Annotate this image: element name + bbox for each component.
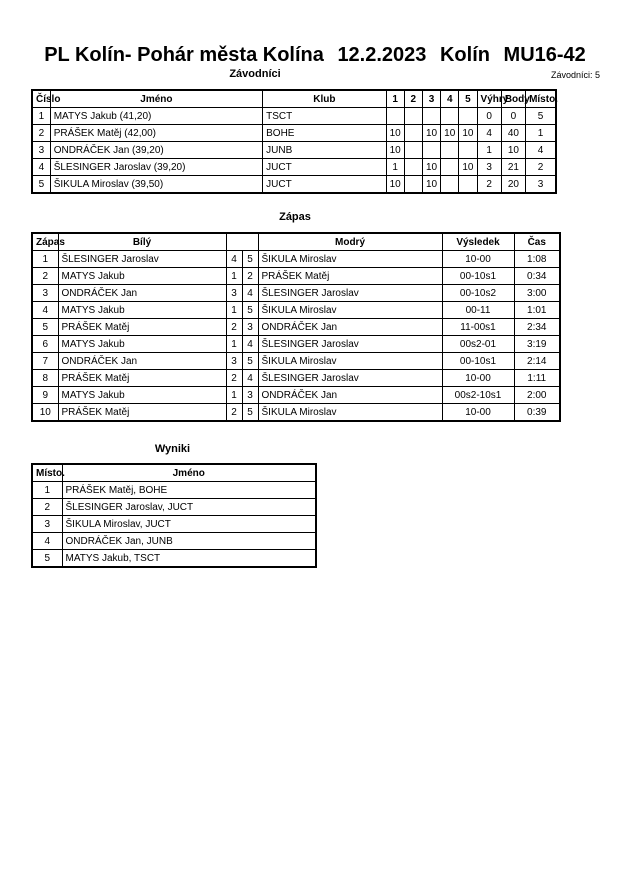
match-result: 10-00 bbox=[442, 404, 514, 422]
white-fighter: PRÁŠEK Matěj bbox=[58, 319, 226, 336]
result-row bbox=[32, 550, 316, 568]
blue-number: 4 bbox=[242, 336, 258, 353]
match-time: 1:11 bbox=[514, 370, 560, 387]
event-place: Kolín bbox=[439, 44, 490, 66]
competitor-number: 2 bbox=[32, 125, 50, 142]
bout-score bbox=[422, 142, 440, 159]
competitor-points: 0 bbox=[501, 108, 525, 125]
competitor-points: 10 bbox=[501, 142, 525, 159]
white-number: 1 bbox=[226, 387, 242, 404]
white-number: 2 bbox=[226, 370, 242, 387]
match-number: 5 bbox=[32, 319, 58, 336]
match-result: 00-10s2 bbox=[442, 285, 514, 302]
match-result: 11-00s1 bbox=[442, 319, 514, 336]
bout-score bbox=[441, 176, 459, 194]
competitor-wins: 4 bbox=[477, 125, 501, 142]
bout-score bbox=[459, 108, 477, 125]
competitor-name: ŠIKULA Miroslav (39,50) bbox=[50, 176, 262, 194]
competitor-wins: 0 bbox=[477, 108, 501, 125]
bout-score bbox=[441, 142, 459, 159]
bout-score: 10 bbox=[422, 176, 440, 194]
match-result: 00-11 bbox=[442, 302, 514, 319]
competitor-row bbox=[32, 142, 556, 159]
col-header: Výhry bbox=[477, 90, 501, 108]
match-number: 4 bbox=[32, 302, 58, 319]
white-number: 2 bbox=[226, 319, 242, 336]
blue-fighter: ŠIKULA Miroslav bbox=[258, 353, 442, 370]
match-number: 2 bbox=[32, 268, 58, 285]
blue-fighter: ŠLESINGER Jaroslav bbox=[258, 370, 442, 387]
bout-score bbox=[441, 159, 459, 176]
bout-score bbox=[404, 142, 422, 159]
bout-score bbox=[459, 176, 477, 194]
match-number: 3 bbox=[32, 285, 58, 302]
col-header: 4 bbox=[441, 90, 459, 108]
match-row bbox=[32, 319, 560, 336]
competitor-wins: 2 bbox=[477, 176, 501, 194]
match-number: 9 bbox=[32, 387, 58, 404]
blue-fighter: ONDRÁČEK Jan bbox=[258, 319, 442, 336]
competitor-row bbox=[32, 125, 556, 142]
result-row bbox=[32, 533, 316, 550]
white-fighter: MATYS Jakub bbox=[58, 336, 226, 353]
competitor-wins: 3 bbox=[477, 159, 501, 176]
match-time: 0:34 bbox=[514, 268, 560, 285]
col-header: Jméno bbox=[50, 90, 262, 108]
match-number: 7 bbox=[32, 353, 58, 370]
white-fighter: ŠLESINGER Jaroslav bbox=[58, 251, 226, 268]
bout-score bbox=[386, 108, 404, 125]
result-row bbox=[32, 499, 316, 516]
event-category: MU16-42 bbox=[503, 44, 586, 66]
col-header: 2 bbox=[404, 90, 422, 108]
match-row bbox=[32, 353, 560, 370]
blue-number: 5 bbox=[242, 302, 258, 319]
match-time: 1:08 bbox=[514, 251, 560, 268]
white-number: 2 bbox=[226, 404, 242, 422]
match-result: 00s2-01 bbox=[442, 336, 514, 353]
competitor-row bbox=[32, 159, 556, 176]
white-number: 3 bbox=[226, 285, 242, 302]
match-row bbox=[32, 404, 560, 422]
result-place: 2 bbox=[32, 499, 62, 516]
competitor-club: JUCT bbox=[263, 159, 386, 176]
result-row bbox=[32, 482, 316, 499]
match-row bbox=[32, 285, 560, 302]
matches-table bbox=[31, 232, 561, 422]
blue-fighter: ŠIKULA Miroslav bbox=[258, 302, 442, 319]
competitor-row bbox=[32, 176, 556, 194]
col-header: 1 bbox=[386, 90, 404, 108]
result-name: ONDRÁČEK Jan, JUNB bbox=[62, 533, 316, 550]
match-number: 10 bbox=[32, 404, 58, 422]
col-header bbox=[242, 233, 258, 251]
blue-number: 3 bbox=[242, 319, 258, 336]
white-fighter: ONDRÁČEK Jan bbox=[58, 353, 226, 370]
result-name: MATYS Jakub, TSCT bbox=[62, 550, 316, 568]
blue-number: 4 bbox=[242, 370, 258, 387]
competitor-row bbox=[32, 108, 556, 125]
match-result: 10-00 bbox=[442, 251, 514, 268]
result-place: 1 bbox=[32, 482, 62, 499]
result-name: ŠLESINGER Jaroslav, JUCT bbox=[62, 499, 316, 516]
competitor-wins: 1 bbox=[477, 142, 501, 159]
blue-fighter: PRÁŠEK Matěj bbox=[258, 268, 442, 285]
result-name: ŠIKULA Miroslav, JUCT bbox=[62, 516, 316, 533]
competitor-number: 5 bbox=[32, 176, 50, 194]
event-date: 12.2.2023 bbox=[337, 44, 427, 66]
match-time: 1:01 bbox=[514, 302, 560, 319]
result-name: PRÁŠEK Matěj, BOHE bbox=[62, 482, 316, 499]
competitors-count: Závodníci: 5 bbox=[550, 70, 600, 80]
col-header: Místo. bbox=[526, 90, 556, 108]
competitor-number: 3 bbox=[32, 142, 50, 159]
blue-number: 3 bbox=[242, 387, 258, 404]
white-number: 1 bbox=[226, 302, 242, 319]
match-row bbox=[32, 268, 560, 285]
competitors-heading: Závodníci bbox=[229, 68, 281, 80]
competitor-place: 3 bbox=[526, 176, 556, 194]
bout-score: 10 bbox=[459, 125, 477, 142]
match-row bbox=[32, 336, 560, 353]
white-fighter: MATYS Jakub bbox=[58, 302, 226, 319]
blue-fighter: ŠLESINGER Jaroslav bbox=[258, 336, 442, 353]
col-header: Čas bbox=[514, 233, 560, 251]
competitor-club: JUCT bbox=[263, 176, 386, 194]
col-header: Klub bbox=[263, 90, 386, 108]
competitor-club: TSCT bbox=[263, 108, 386, 125]
competitor-number: 4 bbox=[32, 159, 50, 176]
blue-fighter: ŠIKULA Miroslav bbox=[258, 404, 442, 422]
match-time: 2:34 bbox=[514, 319, 560, 336]
competitor-points: 20 bbox=[501, 176, 525, 194]
result-row bbox=[32, 516, 316, 533]
competitor-place: 4 bbox=[526, 142, 556, 159]
bout-score: 10 bbox=[386, 176, 404, 194]
blue-number: 2 bbox=[242, 268, 258, 285]
match-time: 3:00 bbox=[514, 285, 560, 302]
matches-header-row bbox=[32, 233, 560, 251]
results-heading: Wyniki bbox=[154, 443, 191, 455]
col-header: Výsledek bbox=[442, 233, 514, 251]
white-fighter: ONDRÁČEK Jan bbox=[58, 285, 226, 302]
competitor-name: PRÁŠEK Matěj (42,00) bbox=[50, 125, 262, 142]
competitor-club: BOHE bbox=[263, 125, 386, 142]
white-fighter: PRÁŠEK Matěj bbox=[58, 370, 226, 387]
blue-number: 5 bbox=[242, 404, 258, 422]
white-number: 4 bbox=[226, 251, 242, 268]
match-row bbox=[32, 302, 560, 319]
competitor-name: MATYS Jakub (41,20) bbox=[50, 108, 262, 125]
results-header-row bbox=[32, 464, 316, 482]
competitor-place: 2 bbox=[526, 159, 556, 176]
match-result: 00-10s1 bbox=[442, 268, 514, 285]
competitor-name: ŠLESINGER Jaroslav (39,20) bbox=[50, 159, 262, 176]
match-row bbox=[32, 251, 560, 268]
bout-score bbox=[404, 176, 422, 194]
competitor-number: 1 bbox=[32, 108, 50, 125]
result-place: 4 bbox=[32, 533, 62, 550]
col-header: Jméno bbox=[62, 464, 316, 482]
blue-fighter: ŠIKULA Miroslav bbox=[258, 251, 442, 268]
match-row bbox=[32, 387, 560, 404]
match-result: 00s2-10s1 bbox=[442, 387, 514, 404]
competitor-place: 1 bbox=[526, 125, 556, 142]
col-header: Body bbox=[501, 90, 525, 108]
blue-number: 5 bbox=[242, 353, 258, 370]
match-time: 2:14 bbox=[514, 353, 560, 370]
bout-score: 10 bbox=[386, 142, 404, 159]
col-header: Číslo bbox=[32, 90, 50, 108]
bout-score: 10 bbox=[386, 125, 404, 142]
match-time: 2:00 bbox=[514, 387, 560, 404]
white-fighter: MATYS Jakub bbox=[58, 387, 226, 404]
matches-heading: Zápas bbox=[279, 211, 311, 223]
bout-score: 10 bbox=[422, 159, 440, 176]
col-header: Zápas bbox=[32, 233, 58, 251]
results-table bbox=[31, 463, 317, 568]
page-title bbox=[0, 44, 630, 67]
blue-fighter: ONDRÁČEK Jan bbox=[258, 387, 442, 404]
col-header: Místo. bbox=[32, 464, 62, 482]
white-number: 3 bbox=[226, 353, 242, 370]
white-number: 1 bbox=[226, 268, 242, 285]
blue-number: 4 bbox=[242, 285, 258, 302]
bout-score: 10 bbox=[459, 159, 477, 176]
competitor-name: ONDRÁČEK Jan (39,20) bbox=[50, 142, 262, 159]
competitors-header-row bbox=[32, 90, 556, 108]
col-header: Bílý bbox=[58, 233, 226, 251]
result-place: 3 bbox=[32, 516, 62, 533]
competitor-club: JUNB bbox=[263, 142, 386, 159]
white-fighter: MATYS Jakub bbox=[58, 268, 226, 285]
bout-score: 10 bbox=[422, 125, 440, 142]
bout-score: 10 bbox=[441, 125, 459, 142]
bout-score bbox=[404, 108, 422, 125]
bout-score bbox=[422, 108, 440, 125]
white-fighter: PRÁŠEK Matěj bbox=[58, 404, 226, 422]
match-number: 8 bbox=[32, 370, 58, 387]
match-time: 0:39 bbox=[514, 404, 560, 422]
match-number: 1 bbox=[32, 251, 58, 268]
bout-score bbox=[404, 125, 422, 142]
bout-score bbox=[441, 108, 459, 125]
blue-number: 5 bbox=[242, 251, 258, 268]
match-number: 6 bbox=[32, 336, 58, 353]
competitors-table bbox=[31, 89, 557, 194]
match-row bbox=[32, 370, 560, 387]
col-header bbox=[226, 233, 242, 251]
competitor-points: 21 bbox=[501, 159, 525, 176]
bout-score bbox=[404, 159, 422, 176]
match-time: 3:19 bbox=[514, 336, 560, 353]
competitor-points: 40 bbox=[501, 125, 525, 142]
col-header: 5 bbox=[459, 90, 477, 108]
col-header: 3 bbox=[422, 90, 440, 108]
event-name: PL Kolín- Pohár města Kolína bbox=[44, 44, 324, 66]
result-place: 5 bbox=[32, 550, 62, 568]
col-header: Modrý bbox=[258, 233, 442, 251]
match-result: 10-00 bbox=[442, 370, 514, 387]
bout-score bbox=[459, 142, 477, 159]
blue-fighter: ŠLESINGER Jaroslav bbox=[258, 285, 442, 302]
match-result: 00-10s1 bbox=[442, 353, 514, 370]
white-number: 1 bbox=[226, 336, 242, 353]
competitor-place: 5 bbox=[526, 108, 556, 125]
bout-score: 1 bbox=[386, 159, 404, 176]
